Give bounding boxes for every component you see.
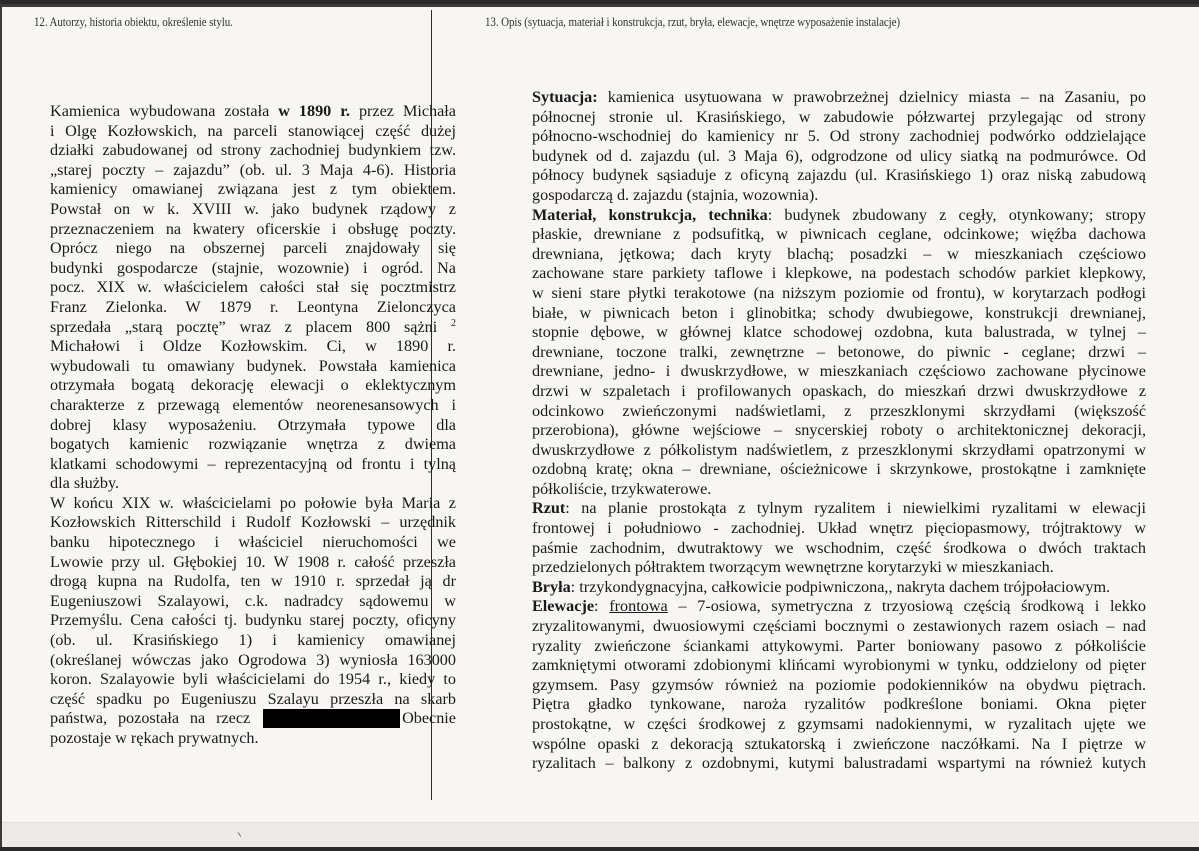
text-line: drewniane, toczone tralki, zewnętrzne – betonowe, do piwnic - ceglane; drzwi – — [532, 342, 1146, 361]
text-line: koron. Szalayowie byli właścicielami do 1954 r., kiedy to — [50, 670, 456, 689]
scan-margin — [2, 823, 1199, 847]
text-line: (określanej wówczas jako Ogrodowa 3) wyniosła 163000 — [50, 650, 456, 669]
text-line: zachowane stare parkiety taflowe i klepkowe, na podestach schodów parkiet klepkowy, — [532, 264, 1146, 283]
bold-heading: Materiał, konstrukcja, technika — [532, 205, 768, 224]
text-line: (ob. ul. Krasińskiego 1) i kamienicy omawianej — [50, 631, 456, 650]
text-line: paśmie zachodnim, dwutraktowy we wschodnim, część środkowa o dwóch traktach — [532, 538, 1146, 557]
text-line: Sytuacja: kamienica usytuowana w prawobrzeżnej dzielnicy miasta – na Zasaniu, po — [532, 88, 1146, 106]
text-line: banku hipotecznego i właściciel nieruchomości we — [50, 533, 456, 552]
text-line: zamkniętymi otworami zdobionymi klińcami wyrobionymi w tynku, oddzielony od pięter — [532, 656, 1146, 675]
text-line: odcinkowo zwieńczonymi nadświetlami, z przeszklonymi skrzydłami (większość — [532, 401, 1146, 420]
text-line: klatkami schodowymi – reprezentacyjną od frontu i tylną — [50, 454, 456, 473]
text-line: Lwowie przy ul. Głębokiej 10. W 1908 r. całość przeszła — [50, 552, 456, 571]
text-line: wybudowali tu omawiany budynek. Powstała kamienica — [50, 356, 456, 375]
bold-heading: Bryła — [532, 577, 571, 596]
text-line: charakterze z przewagą elementów neorenesansowych i — [50, 395, 456, 414]
text-line: Powstał on w k. XVIII w. jako budynek rządowy z — [50, 199, 456, 218]
bold-heading: Rzut — [532, 499, 566, 518]
text-line: przeznaczeniem na kwatery oficerskie i obsługę poczty. — [50, 219, 456, 238]
text-line: zryzalitowanymi, dwuosiowymi częściami bocznymi o zestawionych razem osiach – nad — [532, 617, 1146, 636]
text-line: Bryła: trzykondygnacyjna, całkowicie podpiwniczona,, nakryta dachem trójpołaciowym. — [532, 577, 1111, 596]
text-line: budynki gospodarcze (stajnie, wozownie) i ogród. Na — [50, 258, 456, 277]
text-line: w sieni stare płytki terakotowe (na niższym poziomie od frontu), w korytarzach podłogi — [532, 283, 1146, 302]
text-line: Piętra gładko tynkowane, naroża ryzalitów podkreślone boniami. Okna pięter — [532, 695, 1146, 714]
scanned-document-page — [0, 4, 1199, 847]
text-line: płaskie, drewniane z podsufitką, w piwnicach ceglane, odcinkowe; więźba dachowa — [532, 225, 1146, 244]
text-line: wspólne opaski z dekoracją sztukatorską i zwieńczone naczółkami. Na I piętrze w — [532, 734, 1146, 753]
bold-heading: Elewacje — [532, 597, 595, 616]
text-line: półkoliście, trzykwaterowe. — [532, 479, 712, 498]
text-line: drogą kupna na Rudolfa, ten w 1910 r. sprzedał ją dr — [50, 572, 456, 591]
text-line: część spadku po Eugeniuszu Szalayu przeszła na skarb — [50, 689, 456, 708]
text-line: Kozłowskich Ritterschild i Rudolf Kozłowski – urzędnik — [50, 513, 456, 532]
text-line: działki zabudowanej od strony zachodniej budynkiem tzw. — [50, 141, 456, 160]
text-line: gospodarczą d. zajazdu (stajnia, wozownia). — [532, 185, 819, 204]
text-line: drewniana, jętkowa; dach kryty blachą; posadzki – w mieszkaniach częściowo — [532, 244, 1146, 263]
text-line: „starej poczty – zajazdu” (ob. ul. 3 Maja 4-6). Historia — [50, 160, 456, 179]
text-line: północy budynek sąsiaduje z oficyną zajazdu (ul. Krasińskiego 1) oraz niską zabudową — [532, 166, 1146, 185]
text-line: Michałowi i Oldze Kozłowskim. Ci, w 1890 r. — [50, 337, 456, 356]
text-line: bogatych kamienic rozwiązanie wnętrza z dwiema — [50, 435, 456, 454]
text-line: Oprócz niego na obszernej parceli znajdowały się — [50, 239, 456, 258]
text-line: Franz Zielonka. W 1879 r. Leontyna Zielonczyca — [50, 297, 456, 316]
text-line: Materiał, konstrukcja, technika: budynek zbudowany z cegły, otynkowany; stropy — [532, 205, 1146, 224]
text-line: pozostaje w rękach prywatnych. — [50, 729, 259, 747]
text-line: dobrej klasy wyposażeniu. Otrzymała typowe dla — [50, 415, 456, 434]
text-line: W końcu XIX w. właścicielami po połowie była Maria z — [50, 493, 456, 512]
text-line: północnej stronie ul. Krasińskiego, w zabudowie półzwartej przylegając od strony — [532, 107, 1146, 126]
description-text — [532, 88, 1146, 774]
text-line: państwa, pozostała na rzecz Obecnie — [50, 709, 456, 728]
text-line: ryzalitach – balkony z ozdobnymi, kutymi balustradami wspartymi na również kutych — [532, 754, 1146, 773]
text-line: Rzut: na planie prostokąta z tylnym ryzalitem i niewielkimi ryzalitami w elewacji — [532, 499, 1146, 518]
text-line: stopnie dębowe, w głównej klatce schodowej ozdobna, kuta balustrada, w tylnej – — [532, 323, 1146, 342]
history-text — [50, 102, 456, 749]
text-line: kamienicy omawianej związana jest z tym obiektem. — [50, 180, 456, 199]
text-line: pocz. XIX w. właścicielem całości stał się pocztmistrz — [50, 278, 456, 297]
text-line: przerobiona), główne wejściowe – snycerskiej roboty o architektonicznej dekoracji, — [532, 421, 1146, 440]
text-line: gzymsem. Pasy gzymsów również na poziomie podokienników na obydwu piętrach. — [532, 675, 1146, 694]
text-line: drewniane, jedno- i dwuskrzydłowe, w mieszkaniach częściowo zachowane płycinowe — [532, 362, 1146, 381]
superscript: 2 — [451, 317, 456, 329]
text-line: przedzielonych półtraktem tworzącym wewnętrzne korytarzyki w mieszkaniach. — [532, 558, 1054, 577]
section-13-header: 13. Opis (sytuacja, materiał i konstrukcja, rzut, bryła, elewacje, wnętrze wyposażenie instalacje) — [485, 15, 901, 29]
text-line: otrzymała bogatą dekorację elewacji o eklektycznym — [50, 376, 456, 395]
text-line: Przemyślu. Cena całości tj. budynku starej poczty, oficyny — [50, 611, 456, 630]
text-line: sprzedała „starą pocztę” wraz z placem 800 sążni $^2$ — [50, 317, 456, 336]
text-line: ozdobną kratę; okna – drewniane, ościeżnicowe i skrzynkowe, prostokątne i zamknięte — [532, 460, 1146, 479]
text-line: frontowej i południowo - zachodniej. Układ wnętrz pięciopasmowy, trójtraktowy w — [532, 519, 1146, 538]
text-line: Kamienica wybudowana została w 1890 r. przez Michała — [50, 102, 456, 120]
section-12-header: 12. Autorzy, historia obiektu, określenie stylu. — [34, 15, 233, 29]
text-line: północno-wschodniej do kamienicy nr 5. Od strony zachodniej podwórko oddzielające — [532, 127, 1146, 146]
text-line: i Olgę Kozłowskich, na parceli stanowiącej część dużej — [50, 121, 456, 140]
bold-heading: w 1890 r. — [278, 102, 350, 120]
text-line: dla służby. — [50, 474, 120, 493]
text-line: Elewacje: frontowa – 7-osiowa, symetryczna z trzyosiową częścią środkową i lekko — [532, 597, 1146, 616]
bold-heading: Sytuacja: — [532, 88, 598, 106]
text-line: drzwi w szpaletach i profilowanych opaskach, do mieszkań drzwi dwuskrzydłowe z — [532, 381, 1146, 400]
redaction-box — [263, 709, 400, 728]
text-line: białe, w piwnicach beton i glinobitka; schody dwubiegowe, konstrukcji drewnianej, — [532, 303, 1146, 322]
text-line: dwuskrzydłowe z półkolistym nadświetlem, z przeszklonymi skrzydłami opatrzonymi w — [532, 440, 1146, 459]
underlined-term: frontowa — [609, 597, 668, 616]
text-line: prostokątne, w części środkowej z gzymsami nadokiennymi, w ryzalitach ujęte we — [532, 715, 1146, 733]
text-line: Eugeniuszowi Szalayowi, c.k. nadradcy sądowemu w — [50, 591, 456, 610]
top-border — [2, 4, 1199, 7]
text-line: budynek od d. zajazdu (ul. 3 Maja 6), odgrodzone od ulicy siatką na podmurówce. Od — [532, 146, 1146, 165]
text-line: ryzality zwieńczone ściankami attykowymi. Parter boniowany pasowo z półkoliście — [532, 636, 1146, 655]
